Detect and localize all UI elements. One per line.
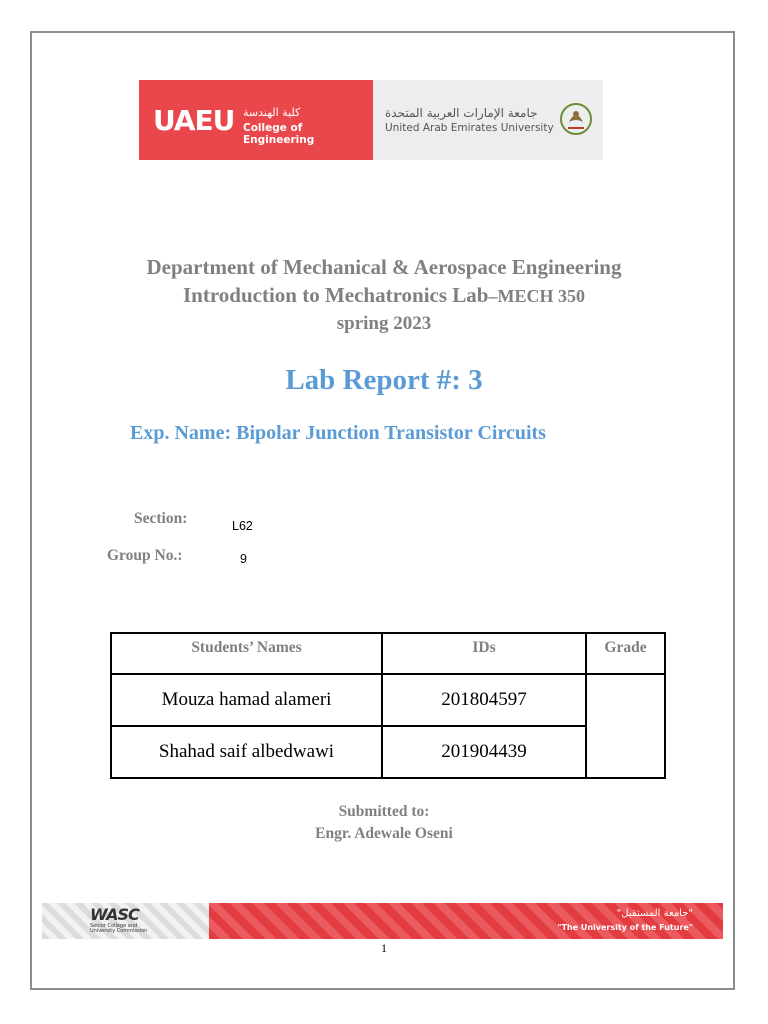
future-slogan-arabic: "جامعة المستقبل" (616, 908, 693, 919)
future-slogan-english: "The University of the Future" (557, 923, 693, 932)
course-code: –MECH 350 (488, 286, 585, 306)
wasc-logo (42, 903, 209, 939)
column-header-grade: Grade (586, 633, 665, 674)
university-logo (373, 80, 603, 160)
student-name: Mouza hamad alameri (111, 674, 382, 726)
instructor-name: Engr. Adewale Oseni (315, 825, 453, 842)
college-name-english: College of Engineering (243, 122, 315, 146)
table-header-row (111, 633, 665, 674)
table-row (111, 726, 665, 778)
students-table (110, 632, 666, 779)
group-value: 9 (240, 552, 247, 566)
wasc-wordmark: WASC (90, 905, 139, 924)
term: spring 2023 (336, 313, 432, 334)
course-title (0, 281, 768, 310)
footer-banner (42, 903, 723, 939)
section-value: L62 (232, 519, 253, 533)
column-header-names: Students’ Names (111, 633, 382, 674)
submitted-to-label: Submitted to: (338, 803, 430, 820)
column-header-ids: IDs (382, 633, 586, 674)
university-name-arabic: جامعة الإمارات العربية المتحدة (385, 106, 538, 120)
student-name: Shahad saif albedwawi (111, 726, 382, 778)
group-label: Group No.: (107, 547, 183, 564)
department-name: Department of Mechanical & Aerospace Engineering (146, 255, 622, 279)
uaeu-college-logo (139, 80, 373, 160)
header-logo-banner (139, 80, 603, 160)
experiment-name: Exp. Name: Bipolar Junction Transistor Circuits (130, 422, 546, 444)
section-label: Section: (134, 510, 188, 527)
student-id: 201804597 (382, 674, 586, 726)
grade-cell (586, 674, 665, 778)
report-title: Lab Report #: 3 (285, 364, 483, 396)
course-name: Introduction to Mechatronics Lab (183, 283, 489, 307)
university-name-english: United Arab Emirates University (385, 122, 554, 134)
student-id: 201904439 (382, 726, 586, 778)
university-of-the-future-strip (209, 903, 723, 939)
college-name-arabic: كلية الهندسة (243, 106, 301, 119)
falcon-emblem-icon (559, 102, 593, 136)
uaeu-wordmark: UAEU (153, 104, 235, 137)
table-row (111, 674, 665, 726)
page-number: 1 (381, 941, 387, 955)
wasc-subtitle: Senior College and University Commission (90, 923, 148, 934)
